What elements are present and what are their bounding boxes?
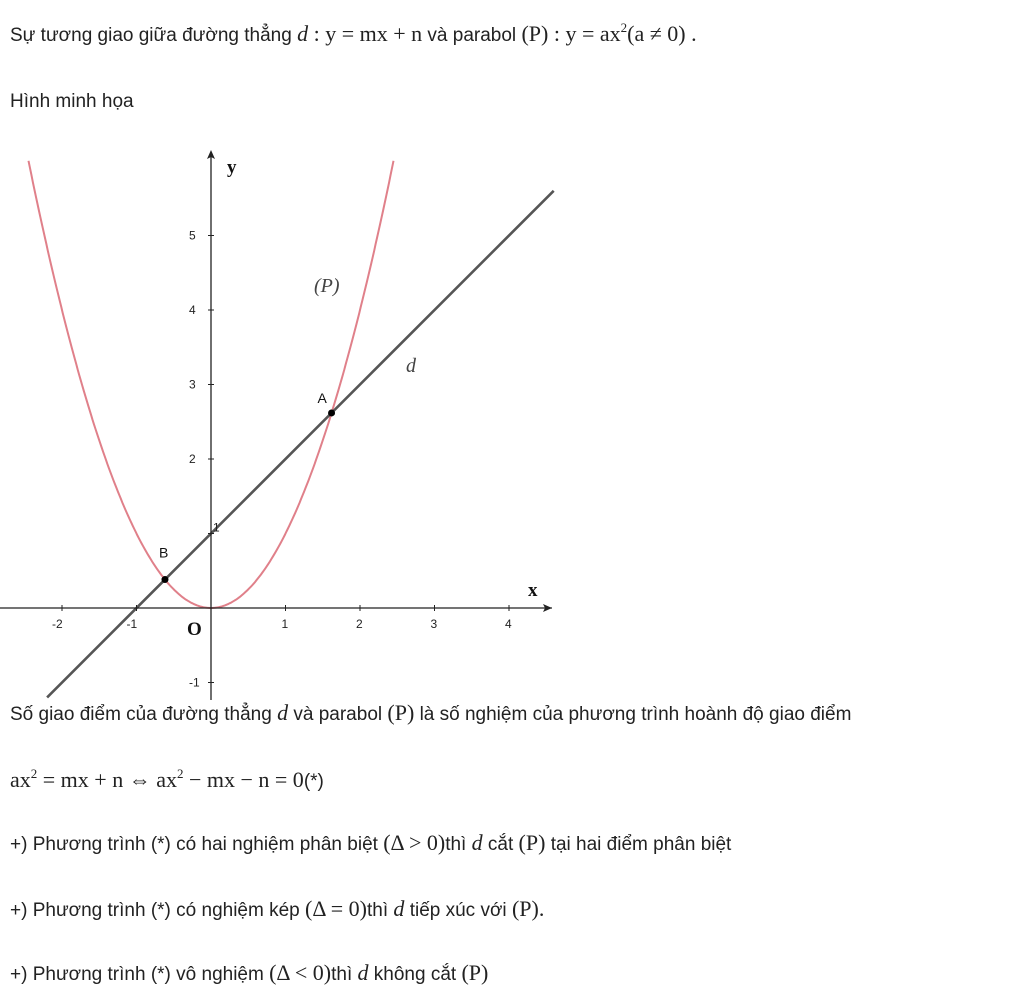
y-tick-label: -1: [189, 675, 200, 690]
case-thi: thì: [445, 834, 467, 855]
eq-rhs: = mx + n ⇔ ax: [42, 767, 177, 792]
intro-text: Sự tương giao giữa đường thẳng: [10, 25, 292, 46]
line-symbol: d: [357, 960, 369, 985]
graph-figure: [0, 140, 580, 700]
conclusion-line: [10, 701, 851, 727]
point-b: [161, 576, 168, 583]
figure-caption: Hình minh họa: [10, 91, 134, 112]
case-condition: (Δ > 0): [383, 830, 446, 855]
y-axis-label: y: [227, 157, 237, 178]
parabola-label: (P): [314, 275, 340, 297]
origin-label: O: [187, 619, 202, 640]
parabola-symbol: (P): [461, 960, 489, 985]
line-symbol: d: [471, 830, 483, 855]
case-result: cắt: [487, 834, 514, 855]
y-tick-label: 1: [213, 520, 220, 535]
case-text: +) Phương trình (*) có nghiệm kép: [10, 900, 300, 921]
parabola-symbol: (P): [511, 896, 539, 921]
intro-text-b: và parabol: [427, 25, 517, 46]
x-tick-label: -1: [126, 617, 138, 631]
case-text: +) Phương trình (*) có hai nghiệm phân biệt: [10, 834, 378, 855]
case-thi: thì: [367, 900, 389, 921]
parabola-condition: (a ≠ 0): [627, 21, 686, 46]
parabola-symbol: (P): [518, 830, 546, 855]
eq-rest: − mx − n = 0: [188, 767, 304, 792]
conclusion-text-c: là số nghiệm của phương trình hoành độ giao điểm: [419, 704, 852, 725]
case-result: không cắt: [373, 964, 457, 985]
period: .: [691, 21, 697, 46]
x-tick-label: 2: [356, 617, 363, 631]
case-two-roots: [10, 831, 731, 857]
y-tick-label: 5: [189, 228, 196, 243]
point-a: [328, 409, 335, 416]
line-symbol: d: [297, 21, 309, 46]
line-d: [47, 191, 554, 698]
case-double-root: [10, 897, 544, 923]
case-result: tiếp xúc với: [409, 900, 507, 921]
exponent: 2: [620, 20, 628, 35]
case-condition: (Δ = 0): [305, 896, 368, 921]
line-symbol: d: [393, 896, 405, 921]
case-suffix: .: [538, 896, 545, 921]
parabola-symbol: (P): [521, 21, 549, 46]
point-b-label: B: [158, 544, 169, 561]
line-equation: : y = mx + n: [313, 21, 423, 46]
x-tick-label: 3: [430, 617, 438, 631]
eq-tag: (*): [303, 771, 324, 792]
intersection-equation: [10, 768, 324, 794]
line-symbol: d: [277, 700, 289, 725]
eq-exp2: 2: [176, 766, 184, 781]
x-tick-label: -2: [52, 617, 63, 631]
y-tick-label: 3: [189, 377, 196, 392]
y-tick-label: 4: [189, 303, 196, 317]
x-tick-label: 4: [505, 617, 512, 631]
parabola-symbol: (P): [387, 700, 415, 725]
conclusion-text-b: và parabol: [293, 704, 383, 725]
case-no-root: [10, 961, 488, 987]
parabola-equation: : y = ax: [553, 21, 621, 46]
x-axis-label: x: [528, 580, 538, 601]
line-label: d: [406, 355, 416, 377]
case-suffix: tại hai điểm phân biệt: [550, 834, 732, 855]
eq-lhs: ax: [10, 767, 31, 792]
y-tick-label: 2: [189, 452, 196, 466]
case-thi: thì: [331, 964, 353, 985]
point-a-label: A: [317, 389, 327, 406]
conclusion-text-a: Số giao điểm của đường thẳng: [10, 704, 272, 725]
case-condition: (Δ < 0): [269, 960, 332, 985]
intro-line: [10, 22, 697, 48]
x-tick-label: 1: [281, 617, 289, 631]
eq-exp1: 2: [30, 766, 38, 781]
case-text: +) Phương trình (*) vô nghiệm: [10, 964, 264, 985]
